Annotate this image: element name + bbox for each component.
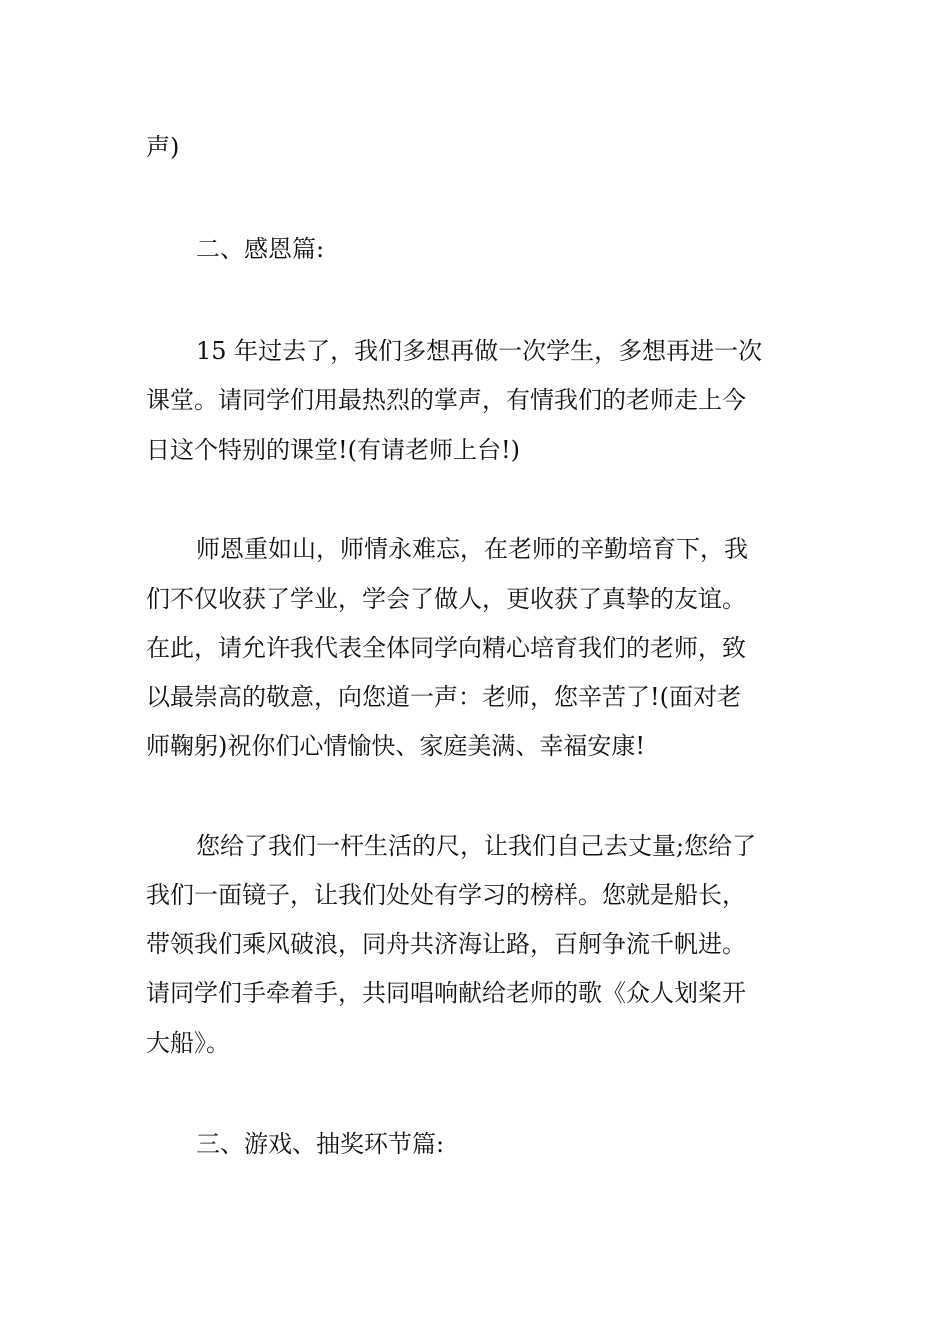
text-line: 带领我们乘风破浪，同舟共济海让路，百舸争流千帆进。 — [146, 930, 746, 958]
text-line: 15 年过去了，我们多想再做一次学生，多想再进一次 — [196, 337, 763, 365]
text-line: 日这个特别的课堂!(有请老师上台!) — [146, 436, 521, 464]
text-line: 大船》。 — [146, 1029, 230, 1057]
section-heading-games: 三、游戏、抽奖环节篇: — [196, 1130, 445, 1158]
text-line: 我们一面镜子，让我们处处有学习的榜样。您就是船长， — [146, 881, 746, 909]
text-line: 声) — [146, 133, 180, 161]
text-line: 请同学们手牵着手，共同唱响献给老师的歌《众人划桨开 — [146, 979, 746, 1007]
text-line: 课堂。请同学们用最热烈的掌声，有情我们的老师走上今 — [146, 386, 746, 414]
text-line: 师鞠躬)祝你们心情愉快、家庭美满、幸福安康! — [146, 732, 646, 760]
section-heading-gratitude: 二、感恩篇: — [196, 235, 325, 263]
text-line: 以最崇高的敬意，向您道一声：老师，您辛苦了!(面对老 — [146, 683, 742, 711]
text-line: 师恩重如山，师情永难忘，在老师的辛勤培育下，我 — [196, 535, 748, 563]
text-line: 们不仅收获了学业，学会了做人，更收获了真挚的友谊。 — [146, 585, 746, 613]
text-line: 在此，请允许我代表全体同学向精心培育我们的老师，致 — [146, 634, 746, 662]
text-line: 您给了我们一杆生活的尺，让我们自己去丈量;您给了 — [196, 832, 757, 860]
